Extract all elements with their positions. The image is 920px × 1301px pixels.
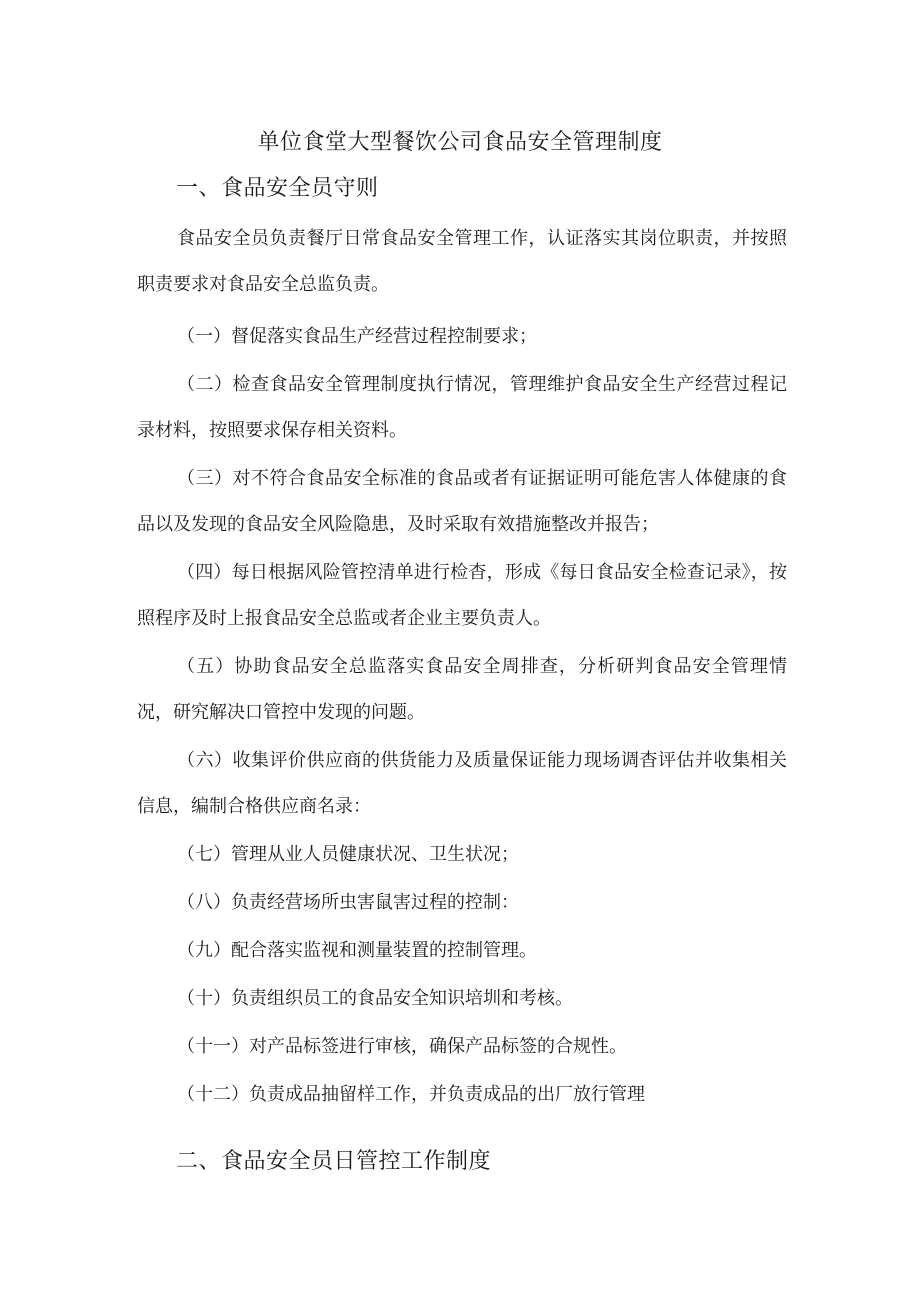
duty-item-6: （六）收集评价供应商的供货能力及质量保证能力现场调杳评估并收集相关信息，编制合格供应商名录： (137, 750, 787, 817)
section-heading-2: 二、食品安全员日管控工作制度 (176, 1149, 492, 1174)
duty-item-7: （七）管理从业人员健康状况、卫生状况； (177, 844, 519, 865)
intro-paragraph: 食品安全员负责餐厅日常食品安全管理工作，认证落实其岗位职责，并按照职责要求对食品安全总监负责。 (137, 228, 787, 295)
duty-item-1: （一）督促落实食品生产经营过程控制要求； (177, 326, 537, 347)
duty-item-11: （十一）对产品标签进行审核，确保产品标签的合规性。 (177, 1036, 627, 1057)
duty-item-8: （八）负责经营场所虫害鼠害过程的控制： (177, 892, 519, 913)
duty-item-5: （五）协助食品安全总监落实食品安全周排查，分析研判食品安全管理情况，研究解决口管控中发现的问题。 (137, 656, 787, 723)
duty-item-2: （二）检查食品安全管理制度执行情况，管理维护食品安全生产经营过程记录材料，按照要求保存相关资料。 (137, 374, 787, 441)
duty-item-4: （四）每日根据风险管控清单进行检杳，形成《每日食品安全检查记录》，按照程序及时上报食品安全总监或者企业主要负责人。 (137, 562, 787, 629)
document-title: 单位食堂大型餐饮公司食品安全管理制度 (257, 130, 663, 155)
duty-item-10: （十）负责组织员工的食品安全知识培圳和考核。 (177, 988, 573, 1009)
section-heading-1: 一、食品安全员守则 (176, 176, 379, 201)
duty-list (137, 314, 787, 1120)
duty-item-12: （十二）负责成品抽留样工作，并负责成品的出厂放行管理 (177, 1084, 645, 1105)
duty-item-9: （九）配合落实监视和测量装置的控制管理。 (177, 940, 537, 961)
duty-item-3: （三）对不符合食品安全标准的食品或者有证据证明可能危害人体健康的食品以及发现的食品安全风险隐患，及时采取有效措施整改并报告； (137, 468, 787, 535)
